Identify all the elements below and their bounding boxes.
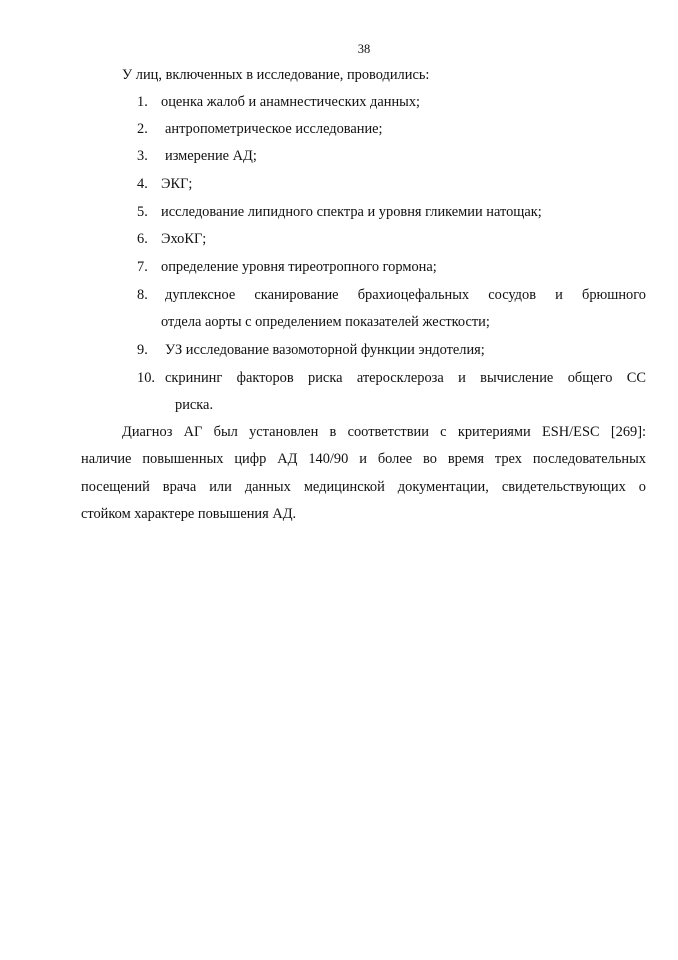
list-item-text-line: отдела аорты с определением показателей жесткости;	[161, 314, 490, 330]
paragraph-line: стойком характере повышения АД.	[81, 506, 297, 522]
paragraph-line: посещений врача или данных медицинской документации, свидетельствующих о	[81, 479, 646, 495]
list-item-number: 7.	[137, 259, 148, 275]
list-item-text: оценка жалоб и анамнестических данных;	[161, 94, 421, 110]
list-item-text: измерение АД;	[165, 148, 257, 164]
list-item-text: УЗ исследование вазомоторной функции эндотелия;	[165, 342, 485, 358]
list-item-text: исследование липидного спектра и уровня гликемии натощак;	[161, 204, 542, 220]
list-item-number: 10.	[137, 370, 155, 386]
list-item-number: 6.	[137, 231, 148, 247]
page-number: 38	[357, 42, 371, 56]
list-item-number: 5.	[137, 204, 148, 220]
intro-sentence: У лиц, включенных в исследование, проводились:	[122, 67, 430, 83]
list-item-text: ЭхоКГ;	[161, 231, 207, 247]
list-item-text: антропометрическое исследование;	[165, 121, 383, 137]
list-item-number: 3.	[137, 148, 148, 164]
list-item-text: ЭКГ;	[161, 176, 193, 192]
list-item-number: 4.	[137, 176, 148, 192]
list-item-text-line: риска.	[175, 397, 214, 413]
list-item-text: определение уровня тиреотропного гормона;	[161, 259, 437, 275]
list-item-number: 1.	[137, 94, 148, 110]
list-item-number: 9.	[137, 342, 148, 358]
paragraph-line: Диагноз АГ был установлен в соответствии с критериями ESH/ESC [269]:	[122, 424, 646, 440]
list-item-number: 8.	[137, 287, 148, 303]
list-item-text-line: дуплексное сканирование брахиоцефальных сосудов и брюшного	[165, 287, 646, 303]
paragraph-line: наличие повышенных цифр АД 140/90 и более во время трех последовательных	[81, 451, 646, 467]
list-item-text-line: скрининг факторов риска атеросклероза и вычисление общего СС	[165, 370, 646, 386]
list-item-number: 2.	[137, 121, 148, 137]
